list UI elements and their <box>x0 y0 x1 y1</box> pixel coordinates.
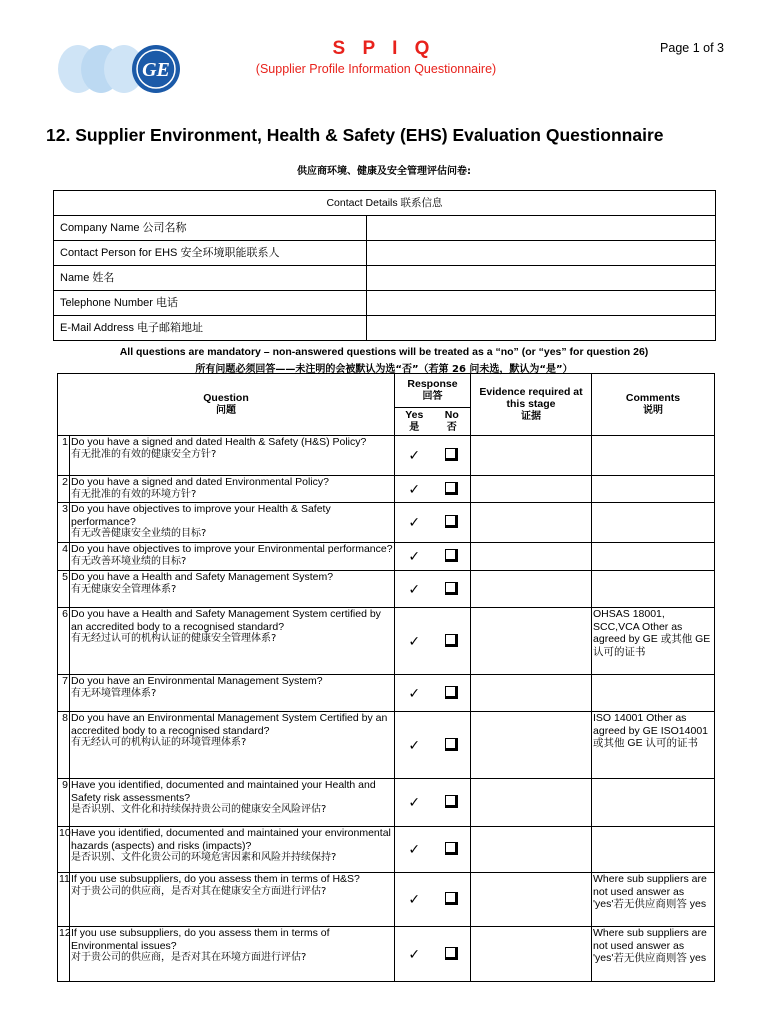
question-number: 11 <box>58 873 70 927</box>
table-row <box>58 503 715 543</box>
yes-option[interactable] <box>395 476 434 503</box>
question-number: 12 <box>58 927 70 982</box>
checkbox-icon <box>445 482 458 495</box>
question-text: Do you have an Environmental Management System? 有无环境管理体系? <box>70 675 395 712</box>
check-icon: ✓ <box>408 548 421 565</box>
checkbox-icon <box>445 738 458 751</box>
name-field[interactable] <box>367 266 716 291</box>
email-field[interactable] <box>367 316 716 341</box>
question-text: Do you have a signed and dated Health & Safety (H&S) Policy? 有无批准的有效的健康安全方针? <box>70 436 395 476</box>
header-comments: Comments 说明 <box>592 374 715 436</box>
checkbox-icon <box>445 634 458 647</box>
contact-heading: Contact Details 联系信息 <box>54 191 716 216</box>
check-icon: ✓ <box>408 684 421 701</box>
contact-details-table <box>53 190 716 341</box>
question-text: Do you have a signed and dated Environmental Policy? 有无批准的有效的环境方针? <box>70 476 395 503</box>
checkbox-icon <box>445 515 458 528</box>
checkbox-icon <box>445 947 458 960</box>
header-question: Question 问题 <box>58 374 395 436</box>
question-text: Have you identified, documented and maintained your Health and Safety risk assessments? 是否识别、文件化和持续保持贵公司的健康安全风险评估? <box>70 779 395 827</box>
no-option[interactable] <box>434 675 471 712</box>
question-text: Do you have an Environmental Management System Certified by an accredited body to a recognised standard? 有无经认可的机构认证的环境管理体系? <box>70 712 395 779</box>
table-row <box>58 927 715 982</box>
section-title-cn: 供应商环境、健康及安全管理评估问卷: <box>297 166 471 177</box>
evidence-cell[interactable] <box>471 571 592 608</box>
question-text: Do you have objectives to improve your Health & Safety performance? 有无改善健康安全业绩的目标? <box>70 503 395 543</box>
contact-label: Telephone Number 电话 <box>54 291 367 316</box>
no-option[interactable] <box>434 927 471 982</box>
table-row <box>58 571 715 608</box>
evidence-cell[interactable] <box>471 675 592 712</box>
check-icon: ✓ <box>408 945 421 962</box>
logo-text: GE <box>142 59 170 81</box>
yes-option[interactable] <box>395 675 434 712</box>
questions-table <box>57 373 715 982</box>
contact-label: Company Name 公司名称 <box>54 216 367 241</box>
yes-option[interactable] <box>395 571 434 608</box>
checkbox-icon <box>445 448 458 461</box>
table-row <box>58 779 715 827</box>
evidence-cell[interactable] <box>471 927 592 982</box>
comment-cell: OHSAS 18001, SCC,VCA Other as agreed by GE 或其他 GE 认可的证书 <box>592 608 715 675</box>
page-number: Page 1 of 3 <box>660 41 724 55</box>
comment-cell <box>592 827 715 873</box>
table-row <box>58 608 715 675</box>
question-text: Do you have objectives to improve your Environmental performance? 有无改善环境业绩的目标? <box>70 543 395 571</box>
yes-option[interactable] <box>395 873 434 927</box>
checkbox-icon <box>445 892 458 905</box>
question-number: 9 <box>58 779 70 827</box>
check-icon: ✓ <box>408 736 421 753</box>
yes-option[interactable] <box>395 712 434 779</box>
comment-cell <box>592 503 715 543</box>
no-option[interactable] <box>434 571 471 608</box>
company-name-field[interactable] <box>367 216 716 241</box>
checkbox-icon <box>445 549 458 562</box>
table-row <box>58 436 715 476</box>
comment-cell <box>592 436 715 476</box>
table-row <box>58 712 715 779</box>
check-icon: ✓ <box>408 632 421 649</box>
no-option[interactable] <box>434 503 471 543</box>
yes-option[interactable] <box>395 543 434 571</box>
check-icon: ✓ <box>408 514 421 531</box>
question-number: 5 <box>58 571 70 608</box>
evidence-cell[interactable] <box>471 503 592 543</box>
no-option[interactable] <box>434 436 471 476</box>
question-number: 4 <box>58 543 70 571</box>
check-icon: ✓ <box>408 480 421 497</box>
yes-option[interactable] <box>395 779 434 827</box>
yes-option[interactable] <box>395 927 434 982</box>
check-icon: ✓ <box>408 841 421 858</box>
checkbox-icon <box>445 842 458 855</box>
header-yes: Yes 是 <box>395 408 434 436</box>
no-option[interactable] <box>434 712 471 779</box>
checkbox-icon <box>445 686 458 699</box>
comment-cell <box>592 675 715 712</box>
question-text: Do you have a Health and Safety Management System certified by an accredited body to a recognised standard? 有无经过认可的机构认证的健康安全管理体系? <box>70 608 395 675</box>
contact-label: Contact Person for EHS 安全环境职能联系人 <box>54 241 367 266</box>
question-number: 6 <box>58 608 70 675</box>
check-icon: ✓ <box>408 794 421 811</box>
section-title: 12. Supplier Environment, Health & Safety (EHS) Evaluation Questionnaire <box>46 125 664 145</box>
question-number: 10 <box>58 827 70 873</box>
table-row <box>58 476 715 503</box>
question-number: 1 <box>58 436 70 476</box>
mandatory-note-cn: 所有问题必须回答——未注明的会被默认为选“否”（若第 26 问未选，默认为“是”） <box>195 364 573 375</box>
evidence-cell[interactable] <box>471 543 592 571</box>
yes-option[interactable] <box>395 436 434 476</box>
evidence-cell[interactable] <box>471 873 592 927</box>
header-evidence: Evidence required at this stage 证据 <box>471 374 592 436</box>
table-row <box>58 827 715 873</box>
question-text: Have you identified, documented and maintained your environmental hazards (aspects) and risks (impacts)? 是否识别、文件化贵公司的环境危害因素和风险并持续保持? <box>70 827 395 873</box>
yes-option[interactable] <box>395 608 434 675</box>
no-option[interactable] <box>434 779 471 827</box>
comment-cell <box>592 779 715 827</box>
question-number: 7 <box>58 675 70 712</box>
yes-option[interactable] <box>395 503 434 543</box>
doc-title: S P I Q <box>332 38 436 59</box>
question-number: 8 <box>58 712 70 779</box>
no-option[interactable] <box>434 873 471 927</box>
check-icon: ✓ <box>408 891 421 908</box>
no-option[interactable] <box>434 827 471 873</box>
no-option[interactable] <box>434 543 471 571</box>
check-icon: ✓ <box>408 580 421 597</box>
comment-cell <box>592 543 715 571</box>
header-response: Response 回答 <box>395 374 471 408</box>
question-text: Do you have a Health and Safety Management System? 有无健康安全管理体系? <box>70 571 395 608</box>
no-option[interactable] <box>434 608 471 675</box>
checkbox-icon <box>445 795 458 808</box>
evidence-cell[interactable] <box>471 608 592 675</box>
evidence-cell[interactable] <box>471 476 592 503</box>
question-number: 3 <box>58 503 70 543</box>
header-no: No 否 <box>434 408 471 436</box>
evidence-cell[interactable] <box>471 827 592 873</box>
comment-cell <box>592 571 715 608</box>
question-text: If you use subsuppliers, do you assess them in terms of Environmental issues? 对于贵公司的供应商，是否对其在环境方面进行评估? <box>70 927 395 982</box>
question-text: If you use subsuppliers, do you assess them in terms of H&S? 对于贵公司的供应商，是否对其在健康安全方面进行评估? <box>70 873 395 927</box>
check-icon: ✓ <box>408 447 421 464</box>
comment-cell: Where sub suppliers are not used answer as 'yes'若无供应商则答 yes <box>592 873 715 927</box>
evidence-cell[interactable] <box>471 436 592 476</box>
table-row <box>58 675 715 712</box>
contact-label: Name 姓名 <box>54 266 367 291</box>
question-number: 2 <box>58 476 70 503</box>
no-option[interactable] <box>434 476 471 503</box>
evidence-cell[interactable] <box>471 712 592 779</box>
contact-label: E-Mail Address 电子邮箱地址 <box>54 316 367 341</box>
ehs-contact-field[interactable] <box>367 241 716 266</box>
comment-cell: Where sub suppliers are not used answer as 'yes'若无供应商则答 yes <box>592 927 715 982</box>
table-row <box>58 873 715 927</box>
comment-cell <box>592 476 715 503</box>
yes-option[interactable] <box>395 827 434 873</box>
telephone-field[interactable] <box>367 291 716 316</box>
evidence-cell[interactable] <box>471 779 592 827</box>
comment-cell: ISO 14001 Other as agreed by GE ISO14001 或其他 GE 认可的证书 <box>592 712 715 779</box>
doc-subtitle: (Supplier Profile Information Questionnaire) <box>255 62 497 76</box>
checkbox-icon <box>445 582 458 595</box>
mandatory-note: All questions are mandatory – non-answered questions will be treated as a “no” (or “yes” for question 26) <box>119 346 649 358</box>
table-row <box>58 543 715 571</box>
